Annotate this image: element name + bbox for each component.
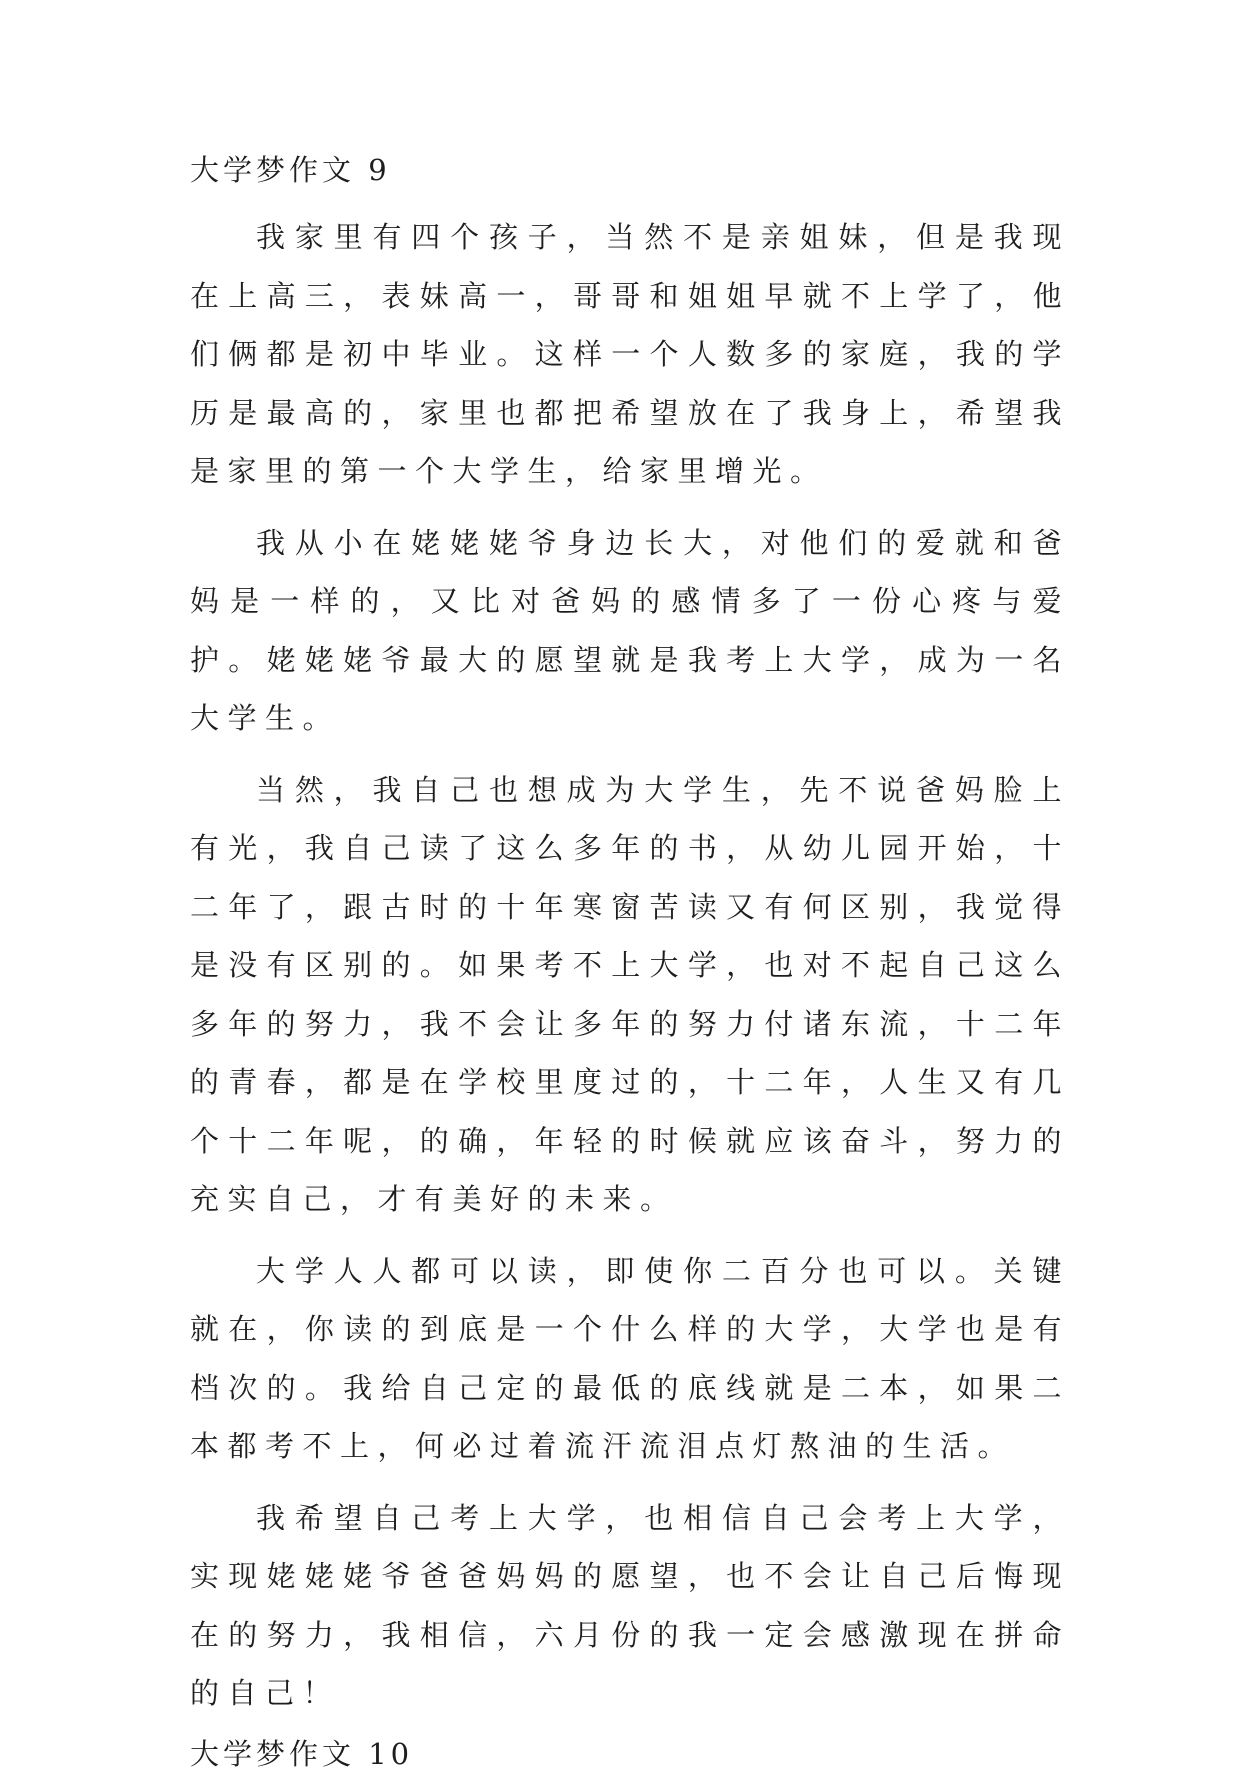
essay-paragraph-3: 当然，我自己也想成为大学生，先不说爸妈脸上有光，我自己读了这么多年的书，从幼儿园开始，十二年了，跟古时的十年寒窗苦读又有何区别，我觉得是没有区别的。如果考不上大学，也对不起自己这么多年的努力，我不会让多年的努力付诸东流，十二年的青春，都是在学校里度过的，十二年，人生又有几个十二年呢，的确，年轻的时候就应该奋斗，努力的充实自己，才有美好的未来。 bbox=[190, 772, 1070, 1216]
essay-paragraph-4: 大学人人都可以读，即使你二百分也可以。关键就在，你读的到底是一个什么样的大学，大学也是有档次的。我给自己定的最低的底线就是二本，如果二本都考不上，何必过着流汗流泪点灯熬油的生活。 bbox=[190, 1253, 1070, 1463]
essay-content bbox=[190, 152, 1070, 1774]
essay-title-10: 大学梦作文 10 bbox=[190, 1736, 414, 1771]
essay-paragraph-2: 我从小在姥姥姥爷身边长大，对他们的爱就和爸妈是一样的，又比对爸妈的感情多了一份心疼与爱护。姥姥姥爷最大的愿望就是我考上大学，成为一名大学生。 bbox=[190, 525, 1070, 735]
essay-paragraph-1: 我家里有四个孩子，当然不是亲姐妹，但是我现在上高三，表妹高一，哥哥和姐姐早就不上学了，他们俩都是初中毕业。这样一个人数多的家庭，我的学历是最高的，家里也都把希望放在了我身上，希望我是家里的第一个大学生，给家里增光。 bbox=[190, 220, 1070, 488]
essay-title-9: 大学梦作文 9 bbox=[190, 153, 391, 187]
essay-paragraph-5: 我希望自己考上大学，也相信自己会考上大学，实现姥姥姥爷爸爸妈妈的愿望，也不会让自己后悔现在的努力，我相信，六月份的我一定会感激现在拼命的自己！ bbox=[190, 1500, 1070, 1710]
